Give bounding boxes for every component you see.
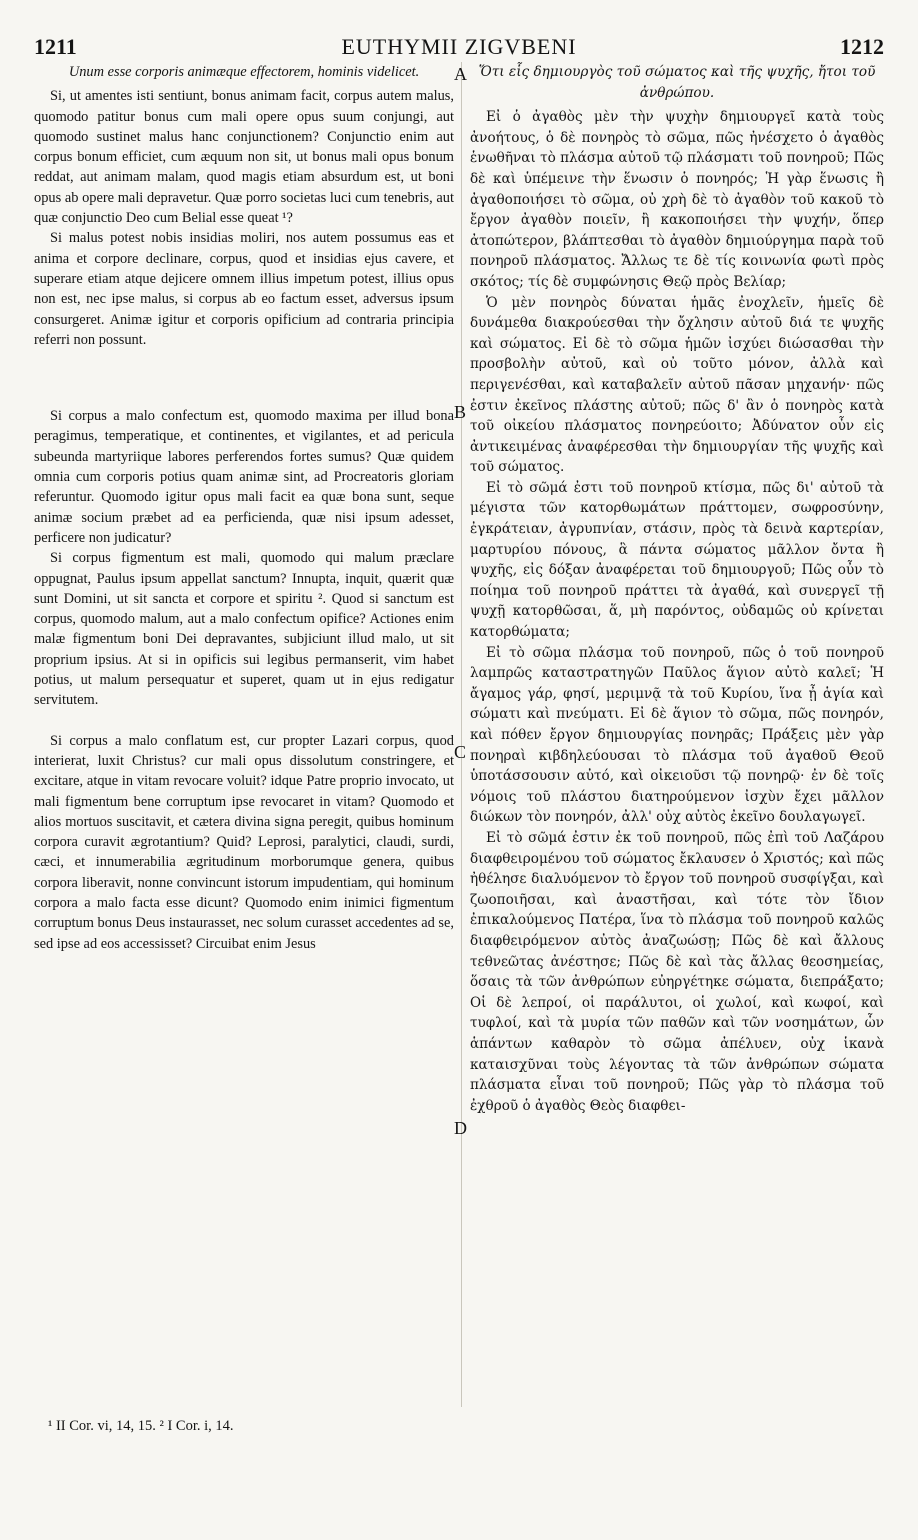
latin-paragraph: Si corpus figmentum est mali, quomodo qui malum præclare oppugnat, Paulus ipsum appellat sanctum? Innupta, inquit, quærit quæ sunt Domini, ut sit sancta et corpore et spiritu ². Quod si sanctum est corpus, quomodo malum, aut a malo confectum opifice? Actiones enim malæ figmentum boni Dei depravantes, subjiciunt illud malo, ut sit proprium ipsius. At si in opificis sui legibus permanserit, vim habet potius, ut malum persequatur et superet, quam ut in ejus redigatur servitutem.: [34, 550, 454, 709]
column-divider: [461, 62, 462, 1407]
section-marker-c: C: [454, 742, 467, 762]
latin-paragraph: Si malus potest nobis insidias moliri, nos autem possumus eas et anima et corpore declinare, corpus, quod et insidias ejus cavere, et superare etiam atque dejicere omnem illius impetum potest, illius opus non est, nec ipse malus, si corpus ab eo factum esset, adversus ipsum consurgeret. Animæ igitur et corporis opificium ad contraria principia referri non possunt.: [34, 230, 454, 348]
section-marker-a: A: [454, 64, 467, 84]
latin-heading: Unum esse corporis animæque effectorem, hominis videlicet.: [68, 64, 420, 80]
footnotes: ¹ II Cor. vi, 14, 15. ² I Cor. i, 14.: [48, 1418, 234, 1434]
latin-paragraph: Si corpus a malo conflatum est, cur propter Lazari corpus, quod interierat, luxit Christus? cur mali opus dissolutum constringere, et excitare, atque in vitam revocare voluit? idque Patre proprio invocato, ut mali figmentum bene corruptum ipse revocaret in vitam? Quomodo et alios mortuos suscitavit, et cætera divina signa peregit, quibus hominum corpora curavit ægrotantium? Quid? Leprosi, paralytici, claudi, surdi, cæci, et innumerabilia ægritudinum morborumque genera, quibus corpora liberavit, nonne convincunt istorum impudentiam, qui hominum corpora a malo facta esse dicunt? Quomodo enim inimici figmentum corruptum bonus Deus instaurasset, nec solum curasset accedentes ad se, sed ipse ad eos accessisset? Circuibat enim Jesus: [34, 732, 454, 952]
greek-paragraph: Εἰ τὸ σῶμά ἐστιν ἐκ τοῦ πονηροῦ, πῶς ἐπὶ τοῦ Λαζάρου διαφθειρομένου τοῦ σώματος ἔκλαυσεν ὁ Χριστός; καὶ πῶς ἠθέλησε διαλυόμενον τὸ ἔργον τοῦ πονηροῦ συσφίγξαι, καὶ ζωοποιῆσαι, καὶ ἀναστῆσαι, καὶ τότε τὸν ἴδιον ἐπικαλούμενος Πατέρα, ἵνα τὸ πλάσμα τοῦ πονηροῦ καλῶς διαφθειρόμενον αὐτὸς ἀναζωώσῃ; Πῶς δὲ καὶ ἄλλους τεθνεῶτας ἀνέστησε; Πῶς δὲ καὶ τὰς ἄλλας θεοσημείας, ὅσαις τὰ τῶν ἀνθρώπων εὐηργέτηκε σώματα, διεπράξατο; Οἱ δὲ λεπροί, οἱ παράλυτοι, οἱ χωλοί, καὶ κωφοί, καὶ τυφλοί, καὶ τὰ μυρία τῶν παθῶν καὶ τῶν νοσημάτων, ὧν ἁπάντων καθαρὸν τὸ σῶμα ἀπέλυεν, οὐχ ἱκανὰ καταισχῦναι τοὺς λέγοντας τὰ τῶν ἀνθρώπων σώματα πλάσματα εἶναι τοῦ πονηροῦ; Πῶς γὰρ τὸ πλάσμα τοῦ ἐχθροῦ ὁ ἀγαθὸς Θεὸς διαφθει-: [470, 829, 884, 1114]
greek-heading: Ὅτι εἷς δημιουργὸς τοῦ σώματος καὶ τῆς ψυχῆς, ἤτοι τοῦ ἀνθρώπου.: [478, 64, 876, 101]
greek-paragraph: Ὁ μὲν πονηρὸς δύναται ἡμᾶς ἐνοχλεῖν, ἡμεῖς δὲ δυνάμεθα διακρούεσθαι τὴν ὄχλησιν αὐτοῦ διά τε ψυχῆς καὶ σώματος. Εἰ δὲ τὸ σῶμα ἡμῶν ἰσχύει διώσασθαι τὴν προσβολὴν αὐτοῦ, καὶ οὐ τοῦτο μόνον, ἀλλὰ καὶ περιγενέσθαι, καὶ καταβαλεῖν αὐτοῦ πᾶσαν μηχανήν· πῶς ἐστιν ἐκεῖνος πλάστης αὐτοῦ; πῶς δ' ἂν ὁ πονηρὸς κατὰ τοῦ οἰκείου πλάσματος πονηρεύοιτο; Ἀδύνατον οὖν εἰς ἀντικειμένας ἀναφέρεσθαι τὴν δημιουργίαν τῆς ψυχῆς καὶ τοῦ σώματος.: [470, 294, 884, 476]
running-header: [30, 34, 888, 60]
section-marker-d: D: [454, 1118, 467, 1138]
page-number-left: 1211: [34, 34, 77, 59]
greek-paragraph: Εἰ ὁ ἀγαθὸς μὲν τὴν ψυχὴν δημιουργεῖ κατὰ τοὺς ἀνοήτους, ὁ δὲ πονηρὸς τὸ σῶμα, πῶς ἠνέσχετο ὁ ἀγαθὸς ἑνωθῆναι τὸ πλάσμα αὐτοῦ τῷ πλάσματι τοῦ πονηροῦ; Πῶς δὲ καὶ ὑπέμεινε τὴν ἕνωσιν ὁ πονηρός; Ἡ γὰρ ἕνωσις ἢ ἀγαθοποιήσει τὸ σῶμα, οὐ χρὴ δὲ τὸ ἀγαθὸν τοῦ κακοῦ τὸ ἔργον ἀγαθὸν ποιεῖν, ἢ κακοποιήσει τὴν ψυχήν, ὅπερ ἀτοπώτερον, βλάπτεσθαι τὸ ἀγαθὸν δημιούργημα παρὰ τοῦ πονηροῦ πλάσματος. Ἄλλως τε δὲ τίς κοινωνία φωτὶ πρὸς σκότος; τίς δὲ συμφώνησις Θεῷ πρὸς Βελίαρ;: [470, 109, 884, 290]
greek-paragraph: Εἰ τὸ σῶμά ἐστι τοῦ πονηροῦ κτίσμα, πῶς δι' αὐτοῦ τὰ μέγιστα τῶν κατορθωμάτων πράττομεν, σωφροσύνην, ἐγκράτειαν, ἀγρυπνίαν, στάσιν, πρὸς τὰ δεινὰ καρτερίαν, μαρτυρίου πόνους, ἃ πάντα σώματος μᾶλλον ὄντα ἢ ψυχῆς, εἰς δόξαν ἀναφέρεται τοῦ δημιουργοῦ; Πῶς οὖν τὸ ποίημα τοῦ πονηροῦ πράττει τὰ ἀγαθά, καὶ συνεργεῖ τῇ ψυχῇ κατορθῶσαι, ἅ, μὴ παρόντος, οὐδαμῶς οὐ κρίνεται κατορθώματα;: [470, 479, 884, 641]
latin-column: [34, 62, 454, 954]
section-marker-b: B: [454, 402, 467, 422]
latin-paragraph: Si corpus a malo confectum est, quomodo maxima per illud bona peragimus, temperatique, et continentes, et vigilantes, et ad pericula subeunda martyriique labores perferendos fortes sumus? Quæ quidem omnia cum corporis potius quam animæ sint, ad Procreatoris gloriam referuntur. Quomodo igitur opus mali facit ea quæ bona sunt, seque animæ socium præbet ad ea perficienda, quæ nisi ipsum adesset, perficere non judicatur?: [34, 408, 454, 546]
page-number-right: 1212: [840, 34, 884, 59]
latin-paragraph: Si, ut amentes isti sentiunt, bonus animam facit, corpus autem malus, quomodo patitur bonus cum mali opere opus suum conjungi, aut quomodo sustinet malus hanc conjunctionem? Conjunctio enim aut corpus bonum efficiet, cum æquum non sit, ut bonus mali opus bonum reddat, aut animam malam, quod magis etiam absurdum est, ut boni opus ab opere mali depravetur. Quæ porro societas luci cum tenebris, aut quæ conjunctio Deo cum Belial esse queat ¹?: [34, 88, 454, 227]
greek-column: [470, 62, 884, 1116]
greek-paragraph: Εἰ τὸ σῶμα πλάσμα τοῦ πονηροῦ, πῶς ὁ τοῦ πονηροῦ λαμπρῶς καταστρατηγῶν Παῦλος ἅγιον αὐτὸ καλεῖ; Ἡ ἄγαμος γάρ, φησί, μεριμνᾷ τὰ τοῦ Κυρίου, ἵνα ᾖ ἁγία καὶ σώματι καὶ πνεύματι. Εἰ δὲ ἅγιον τὸ σῶμα, πῶς πονηρόν, καὶ πόθεν ἔργον δημιουργίας πονηρᾶς; Πράξεις μὲν γὰρ πονηραὶ κιβδηλεύουσαι τὸ πλάσμα τοῦ ἀγαθοῦ Θεοῦ ὑποτάσσουσιν αὐτό, καὶ οἰκειοῦσι τῷ πονηρῷ· ἐν δὲ τοῖς νόμοις τοῦ πλάστου διατηρούμενον ἰσχὺν ἔχει μᾶλλον διώκων τὸν πονηρόν, ἀλλ' οὐχ αὐτὸς ἐκεῖνο δουλαγωγεῖ.: [470, 644, 884, 826]
running-title: EUTHYMII ZIGVBENI: [341, 34, 577, 59]
